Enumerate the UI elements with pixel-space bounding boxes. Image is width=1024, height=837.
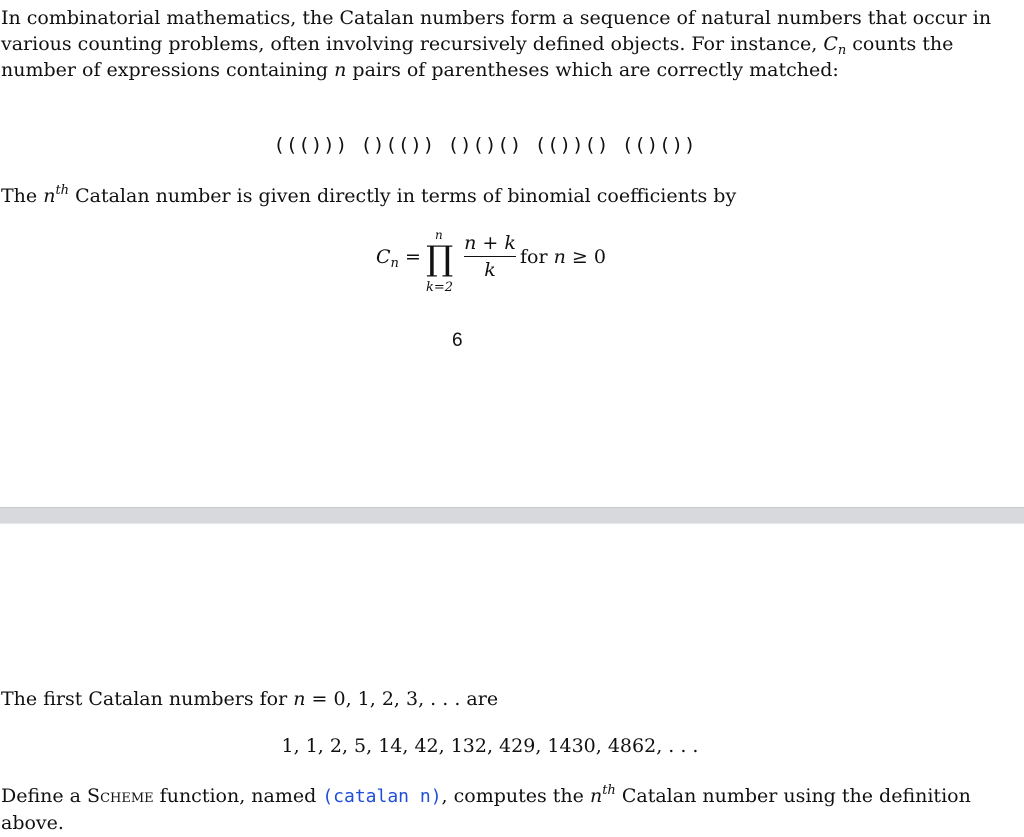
first-prefix: The first Catalan numbers for bbox=[1, 688, 294, 710]
first-n: n bbox=[293, 688, 306, 710]
condition-text: for bbox=[520, 246, 554, 268]
define-text-3: , computes the bbox=[441, 785, 590, 807]
first-numbers-paragraph bbox=[1, 686, 1001, 712]
define-text-4: Catalan number using the definition above. bbox=[1, 785, 971, 834]
nth-n: n bbox=[43, 185, 56, 207]
intro-paragraph bbox=[1, 5, 1001, 83]
fraction-bar bbox=[464, 256, 516, 257]
catalan-formula bbox=[376, 228, 616, 298]
product-symbol: ∏ bbox=[426, 239, 454, 279]
define-n: n bbox=[589, 785, 603, 807]
first-values: = 0, 1, 2, 3, . . . bbox=[305, 688, 461, 710]
intro-text-2: counts the number of expressions containing bbox=[1, 33, 954, 81]
nth-suffix: Catalan number is given directly in terms of binomial coefficients by bbox=[69, 185, 737, 207]
c-subscript: n bbox=[837, 43, 847, 58]
function-signature-code: (catalan n) bbox=[322, 786, 442, 807]
nth-paragraph bbox=[1, 183, 1001, 209]
nth-sup: th bbox=[55, 183, 70, 198]
catalan-sequence: 1, 1, 2, 5, 14, 42, 132, 429, 1430, 4862, . . . bbox=[281, 735, 699, 757]
intro-text-1: In combinatorial mathematics, the Catalan numbers form a sequence of natural numbers that occur in various counting problems, often involving recursively defined objects. For instance, bbox=[1, 7, 992, 55]
fraction-denominator: k bbox=[484, 259, 496, 281]
define-sup: th bbox=[602, 783, 616, 798]
condition-rel: ≥ 0 bbox=[565, 246, 606, 268]
nth-prefix: The bbox=[1, 185, 44, 207]
define-paragraph bbox=[1, 783, 1001, 836]
first-suffix: are bbox=[460, 688, 499, 710]
intro-text-3: pairs of parentheses which are correctly matched: bbox=[346, 59, 839, 81]
page-separator bbox=[0, 507, 1024, 524]
language-name: Scheme bbox=[87, 785, 154, 807]
c-symbol: C bbox=[823, 33, 838, 55]
fraction bbox=[464, 232, 516, 281]
product-upper-limit: n bbox=[435, 228, 443, 242]
formula-lhs bbox=[376, 246, 421, 271]
equation-number: 6 bbox=[452, 330, 463, 351]
formula-c: C bbox=[376, 246, 391, 268]
n-symbol: n bbox=[334, 59, 347, 81]
formula-condition bbox=[520, 246, 606, 268]
formula-c-sub: n bbox=[390, 256, 399, 271]
formula-equals: = bbox=[398, 246, 421, 268]
fraction-numerator: n + k bbox=[464, 232, 516, 254]
define-text-2: function, named bbox=[153, 785, 323, 807]
product-lower-limit: k=2 bbox=[426, 280, 454, 295]
define-text-1: Define a bbox=[1, 785, 88, 807]
condition-var: n bbox=[553, 246, 566, 268]
parentheses-examples: ((())) ()(()) ()()() (())() (()()) bbox=[273, 134, 697, 156]
